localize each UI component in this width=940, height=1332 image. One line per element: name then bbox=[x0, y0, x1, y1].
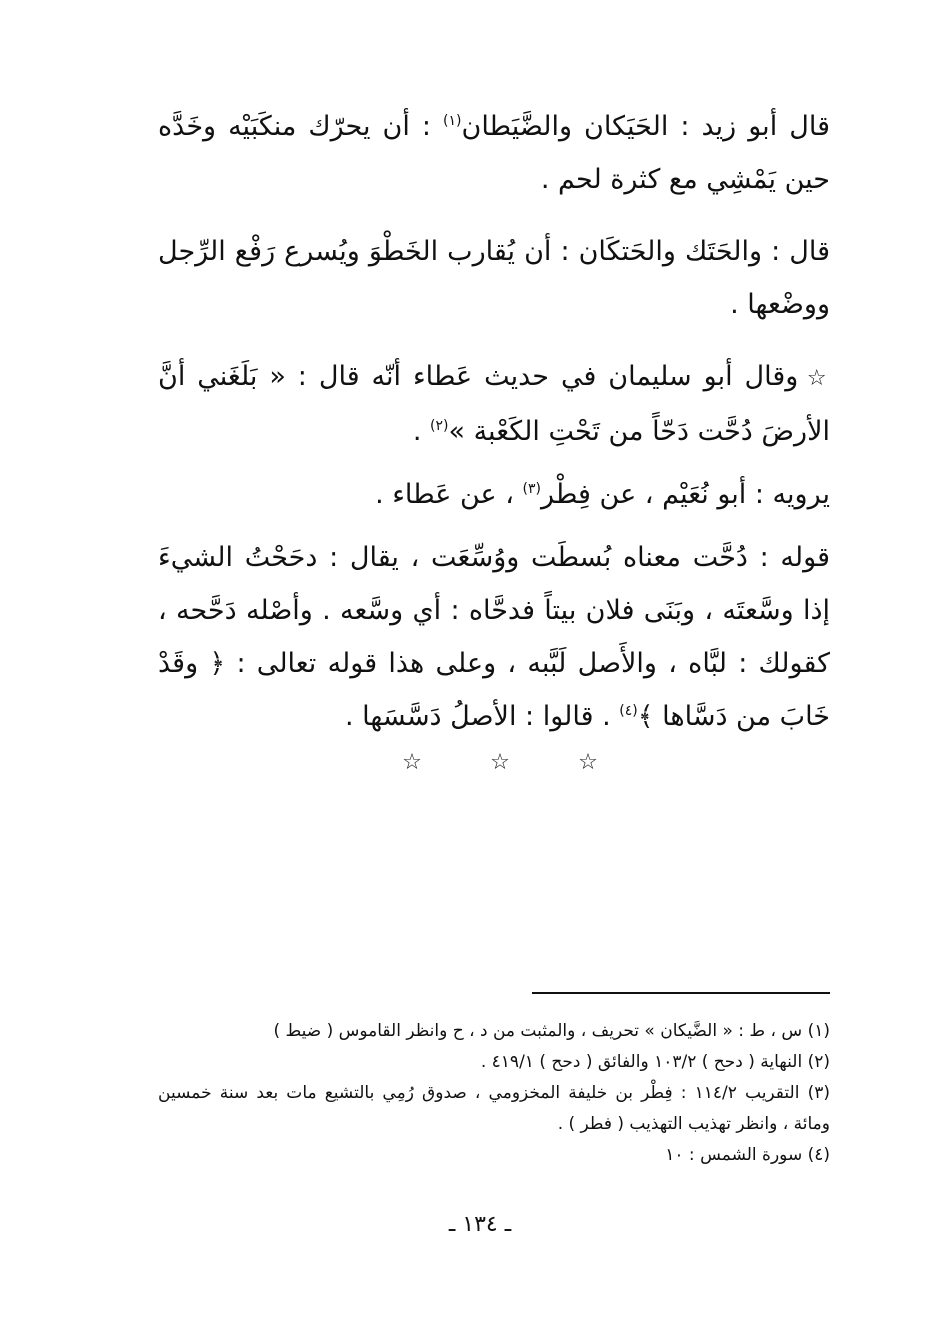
footnote-ref-3: (٣) bbox=[522, 481, 542, 497]
paragraph-4-text: يرويه : أبو نُعَيْم ، عن فِطْر bbox=[541, 479, 830, 510]
footnote-ref-4: (٤) bbox=[619, 703, 638, 719]
star-icon: ☆ bbox=[806, 366, 830, 391]
paragraph-1 bbox=[158, 100, 830, 206]
paragraph-5 bbox=[158, 531, 830, 743]
footnote-2: (٢) النهاية ( دحح ) ١٠٣/٢ والفائق ( دحح ) ٤١٩/١ . bbox=[480, 1052, 830, 1072]
paragraph-2: قال : والحَتَك والحَتكَان : أن يُقارب الخَطْوَ ويُسرع رَفْع الرِّجل ووضْعها . bbox=[158, 236, 830, 320]
main-text bbox=[158, 100, 830, 762]
footnote-ref-1: (١) bbox=[443, 113, 462, 129]
paragraph-4 bbox=[158, 468, 830, 521]
paragraph-4-text-end: ، عن عَطاء . bbox=[375, 479, 523, 510]
paragraph-3-text: وقال أبو سليمان في حديث عَطاء أنّه قال : « بَلَغَني أنَّ الأرضَ دُحَّت دَحّاً من تَحْتِ الكَعْبة » bbox=[158, 361, 830, 447]
page-number: ـ ١٣٤ ـ bbox=[448, 1212, 512, 1237]
paragraph-5-text-end: . قالوا : الأصلُ دَسَّسَها . bbox=[345, 701, 620, 732]
footnotes bbox=[158, 1016, 830, 1171]
footnote-divider bbox=[532, 992, 830, 994]
paragraph-5-text: قوله : دُحَّت معناه بُسطَت ووُسِّعَت ، يقال : دحَحْتُ الشيءَ إذا وسَّعتَه ، وبَنَى فلان بيتاً فدحَّاه : أي وسَّعه . وأصْله دَحَّحه ، كقولك : لبَّاه ، والأَصل لَبَّبه ، وعلى هذا قوله تعالى : ﴿ وقَدْ خَابَ من دَسَّاها ﴾ bbox=[158, 542, 830, 732]
section-separator bbox=[400, 744, 600, 780]
star-icon: ☆ bbox=[402, 749, 422, 775]
paragraph-3-text-end: . bbox=[412, 416, 430, 447]
star-icon: ☆ bbox=[490, 749, 510, 775]
paragraph-1-text-end: : أن يحرّك منكَبَيْه وخَدَّه حين يَمْشِي مع كثرة لحم . bbox=[158, 111, 830, 195]
footnote-3: (٣) التقريب ١١٤/٢ : فِطْر بن خليفة المخزومي ، صدوق رُمِي بالتشيع مات بعد سنة خمسين ومائة ، وانظر تهذيب التهذيب ( فطر ) . bbox=[158, 1083, 830, 1134]
footnote-1: (١) س ، ط : « الضَّيكان » تحريف ، والمثبت من د ، ح وانظر القاموس ( ضيط ) bbox=[273, 1021, 830, 1041]
footnote-4: (٤) سورة الشمس : ١٠ bbox=[665, 1145, 830, 1165]
paragraph-1-text: قال أبو زيد : الحَيَكان والضَّيَطان bbox=[461, 111, 830, 142]
star-icon: ☆ bbox=[578, 749, 598, 775]
footnote-ref-2: (٢) bbox=[430, 418, 449, 434]
paragraph-3 bbox=[158, 350, 830, 458]
